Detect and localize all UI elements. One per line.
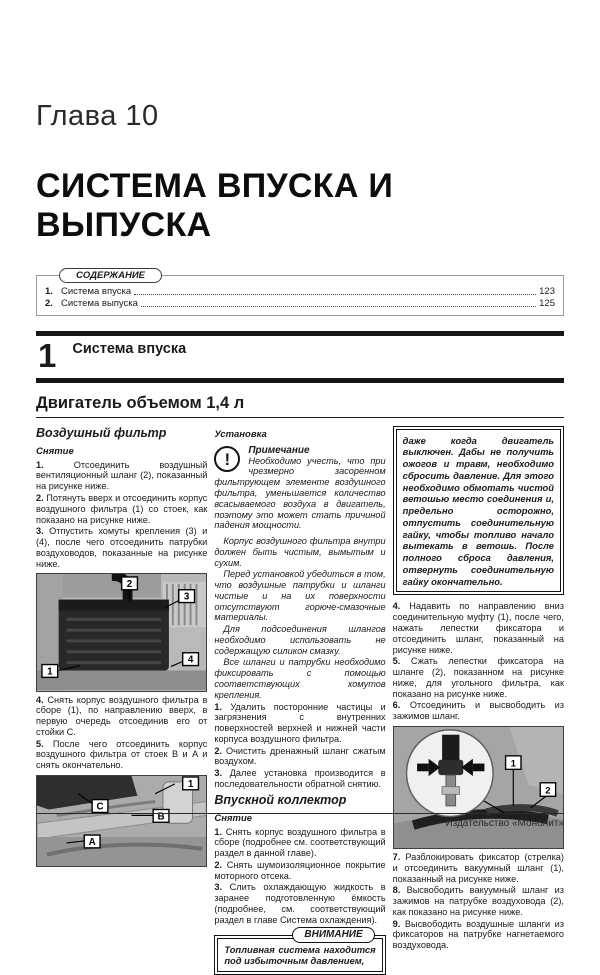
vacuum-hose-photo [394,727,563,848]
subheading-air-filter: Воздушный фильтр [36,425,167,440]
step-paragraph [393,656,564,699]
step-paragraph [36,739,207,771]
step-text: После чего отсоединить корпус воздушного фильтра от стоек B и A и снять окончательно. [36,738,208,771]
step-text: Сжать лепестки фиксатора на шланге (2), показанном на рисунке ниже, для угольного фильтра, как показано на рисунке ниже. [392,656,564,699]
step-text: Далее установка производится в последовательности обратной снятию. [214,768,386,789]
step-text: Высвободить воздушные шланги из фиксаторов на патрубке нагнетаемого воздуховода. [392,918,564,951]
step-text: Разблокировать фиксатор (стрелка) и отсоединить вакуумный шланг (1), показанный на рисунке ниже. [392,852,564,884]
step-text: Снять корпус воздушного фильтра в сборе (подробнее см. соответствующий раздел в данной главе). [214,826,386,859]
note-paragraph: Корпус воздушного фильтра внутри должен быть чистым, вымытым и сухим. [214,536,386,568]
warning-box [214,928,385,975]
section-header [36,331,564,383]
callout-1 [42,665,58,678]
callout-4 [183,653,199,666]
step-text: Удалить посторонние частицы и загрязнения с внутренних поверхностей верхней и нижней части корпуса воздушного фильтра. [214,701,386,744]
subheading-installation: Установка [214,428,267,440]
step-number: 2. [214,859,222,870]
figure-air-filter-housing [36,573,207,691]
svg-text:2: 2 [126,579,133,591]
note-paragraph: Перед установкой убедиться в том, что воздушные патрубки и шланги чистые и на их поверхности отсутствуют горюче-смазочные материалы. [214,569,386,623]
subheading-intake-manifold: Впускной коллектор [214,792,347,807]
step-paragraph [393,852,564,884]
step-paragraph [214,746,385,768]
step-text: Слить охлаждающую жидкость в заранее подготовленную ёмкость (подробнее, см. соответствующий раздел в главе Система охлаждения). [214,882,386,925]
column-middle [214,423,385,975]
step-number: 5. [36,738,44,749]
column-right [393,423,564,975]
page-title: СИСТЕМА ВПУСКА И ВЫПУСКА [36,167,394,244]
subheading-removal: Снятие [36,445,74,457]
svg-text:4: 4 [187,654,194,666]
svg-text:C: C [96,801,104,813]
step-number: 3. [214,882,222,893]
toc-label: СОДЕРЖАНИЕ [59,268,162,283]
svg-text:1: 1 [510,758,516,770]
callout-1 [183,777,199,790]
publisher-footer: Издательство «Монолит» [36,813,564,829]
step-number: 3. [214,768,222,779]
exclamation-icon: ! [214,446,240,472]
step-number: 1. [214,701,222,712]
note-block [214,444,385,531]
toc-item-number: 2. [45,298,53,309]
step-paragraph [393,700,564,722]
step-paragraph [393,919,564,951]
step-number: 1. [36,459,44,470]
callout-3 [179,590,195,603]
toc-dot-leader [134,294,536,295]
warning-box-continued [393,426,564,596]
toc-item [45,286,555,297]
step-paragraph [36,460,207,492]
section-title: Система впуска [72,341,187,357]
note-text: Необходимо учесть, что при чрезмерно засоренном фильтрующем элементе воздушного фильтра, уменьшается количество всасываемого воздуха в двигатель, поэтому это может стать причиной падения мощности. [214,455,386,531]
column-left [36,423,207,975]
step-paragraph [214,827,385,859]
step-text: Отсоединить воздушный вентиляционный шланг (2), показанный на рисунке ниже. [36,459,208,492]
text-columns [36,423,564,975]
step-number: 7. [392,852,401,863]
step-number: 1. [214,826,222,837]
chapter-label: Глава 10 [36,100,159,132]
svg-text:1: 1 [47,666,53,678]
step-paragraph [393,885,564,917]
step-text: Потянуть вверх и отсоединить корпус воздушного фильтра (1) со стоек, как показано на рисунке ниже. [36,492,208,525]
step-paragraph [36,493,207,525]
toc-item-title: Система выпуска [61,298,138,309]
toc-item-title: Система впуска [61,286,132,297]
callout-c [92,799,108,812]
svg-text:1: 1 [187,778,194,790]
step-number: 2. [214,745,222,756]
note-paragraph: Для подсоединения шлангов необходимо использовать не содержащую силикон смазку. [214,624,386,656]
step-number: 8. [392,885,401,896]
svg-text:B: B [157,811,165,823]
step-text: Высвободить вакуумный шланг из зажимов на патрубке воздуховода (2), как показано на рисунке ниже. [392,885,564,917]
step-text: Снять шумоизоляционное покрытие моторного отсека. [214,859,386,881]
step-number: 2. [36,492,44,503]
note-title: Примечание [248,444,310,456]
step-text: Снять корпус воздушного фильтра в сборе (1), по направлению вверх, в первую очередь отсоединив его от стойки C. [36,694,208,737]
svg-text:A: A [88,836,96,848]
toc-item [45,298,555,309]
note-paragraph: Все шланги и патрубки необходимо фиксировать с помощью соответствующих хомутов крепления. [214,657,386,700]
step-number: 4. [392,601,401,612]
section-number: 1 [38,337,57,374]
step-number: 5. [392,656,401,667]
engine-heading: Двигатель объемом 1,4 л [36,394,564,418]
toc-item-page: 123 [539,286,555,297]
step-paragraph [214,882,385,925]
figure-vacuum-hose [393,726,564,849]
step-number: 9. [392,918,401,929]
step-paragraph [36,526,207,569]
callout-a [84,835,100,848]
step-paragraph [36,695,207,738]
callout-2 [540,783,555,797]
warning-text-continued: даже когда двигатель выключен. Дабы не получить ожогов и травм, необходимо сбросить давление. Для этого необходимо обмотать чистой ветошью место соединения и, предельно осторожно, отпустить соединительную гайку, чтобы топливо начало вытекать в ветошь. После полного сброса давления, отвернуть соединительную гайку окончательно. [396,429,561,593]
step-text: Отпустить хомуты крепления (3) и (4), после чего отсоединить патрубки воздуховодов, показанные на рисунке ниже. [36,526,208,569]
svg-text:2: 2 [544,785,551,797]
step-number: 3. [36,526,44,537]
svg-text:3: 3 [183,591,190,603]
warning-text: Топливная система находится под избыточным давлением, [217,938,382,973]
toc-box [36,270,564,316]
step-paragraph [214,768,385,790]
callout-1 [505,756,520,770]
warning-label: ВНИМАНИЕ [292,927,374,943]
toc-dot-leader [141,306,536,307]
step-text: Очистить дренажный шланг сжатым воздухом. [214,745,386,767]
step-text: Отсоединить и высвободить из зажимов шланг. [392,700,564,722]
step-number: 4. [36,694,44,705]
air-filter-photo [37,574,206,690]
step-text: Надавить по направлению вниз соединительную муфту (1), после чего, нажать лепестки фиксатора и отсоединить шланг, показанный на рисунке ниже. [392,601,564,655]
callout-2 [122,577,138,590]
subheading-removal: Снятие [214,812,253,824]
step-paragraph [393,601,564,655]
toc-item-page: 125 [539,298,555,309]
step-paragraph [214,702,385,745]
toc-item-number: 1. [45,286,53,297]
step-paragraph [214,860,385,882]
step-number: 6. [392,700,401,711]
